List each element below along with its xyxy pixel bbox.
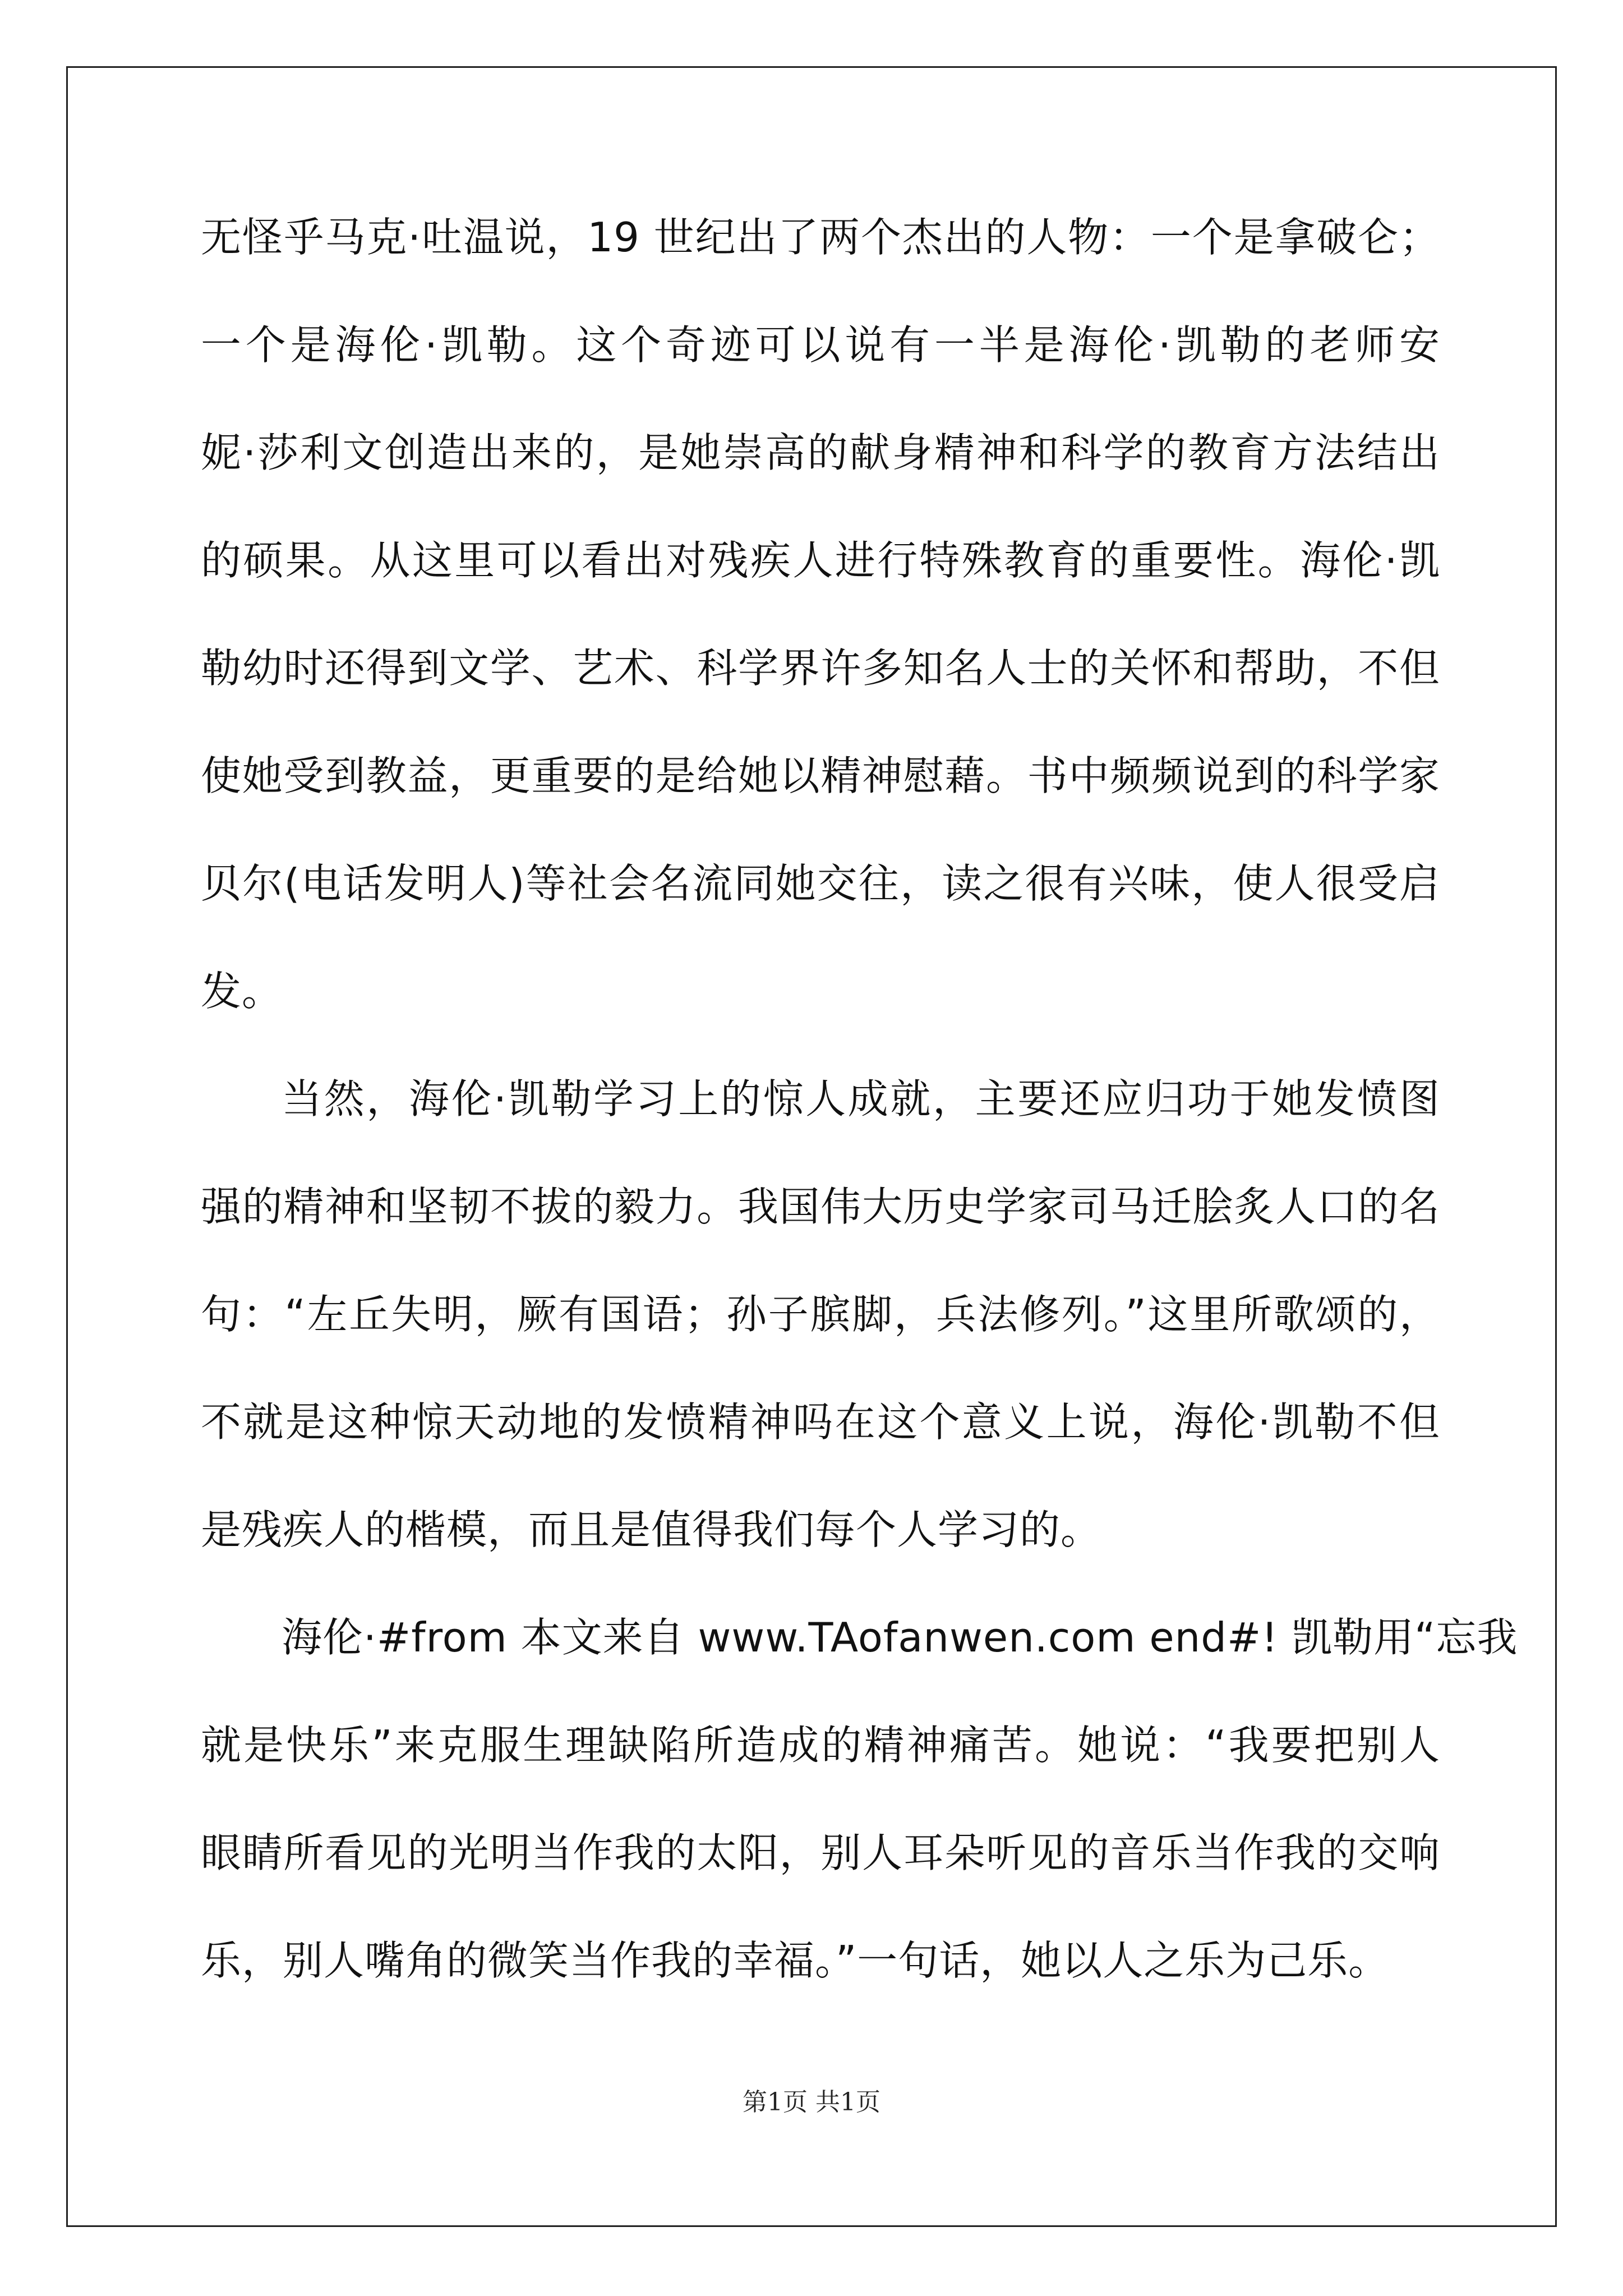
text-line: 乐，别人嘴角的微笑当作我的幸福。”一句话，她以人之乐为己乐。 <box>201 1937 1390 1984</box>
text-line: 勒幼时还得到文学、艺术、科学界许多知名人士的关怀和帮助，不但 <box>201 645 1440 692</box>
text-line: 当然，海伦·凯勒学习上的惊人成就，主要还应归功于她发愤图 <box>282 1075 1440 1122</box>
text-line: 就是快乐”来克服生理缺陷所造成的精神痛苦。她说：“我要把别人 <box>201 1722 1440 1769</box>
text-line: 一个是海伦·凯勒。这个奇迹可以说有一半是海伦·凯勒的老师安 <box>201 321 1440 369</box>
text-line: 强的精神和坚韧不拔的毅力。我国伟大历史学家司马迁脍炙人口的名 <box>201 1183 1440 1230</box>
text-line: 海伦·#from 本文来自 www.TAofanwen.com end#! 凯勒用“忘我 <box>282 1614 1518 1661</box>
text-line: 眼睛所看见的光明当作我的太阳，别人耳朵听见的音乐当作我的交响 <box>201 1829 1440 1876</box>
text-line: 贝尔(电话发明人)等社会名流同她交往，读之很有兴味，使人很受启 <box>201 860 1440 907</box>
text-line: 不就是这种惊天动地的发愤精神吗在这个意义上说，海伦·凯勒不但 <box>201 1398 1440 1446</box>
text-line: 妮·莎利文创造出来的，是她崇高的献身精神和科学的教育方法结出 <box>201 429 1440 476</box>
text-line: 是残疾人的楷模，而且是值得我们每个人学习的。 <box>201 1506 1102 1553</box>
page-border <box>66 66 1557 2227</box>
text-line: 使她受到教益，更重要的是给她以精神慰藉。书中频频说到的科学家 <box>201 752 1440 799</box>
text-line: 的硕果。从这里可以看出对残疾人进行特殊教育的重要性。海伦·凯 <box>201 537 1440 584</box>
page-number-footer: 第1页 共1页 <box>743 2088 880 2116</box>
text-line: 发。 <box>201 968 283 1015</box>
text-line: 句：“左丘失明，厥有国语；孙子膑脚，兵法修列。”这里所歌颂的， <box>201 1291 1440 1338</box>
text-line: 无怪乎马克·吐温说，19 世纪出了两个杰出的人物：一个是拿破仑； <box>201 214 1440 261</box>
